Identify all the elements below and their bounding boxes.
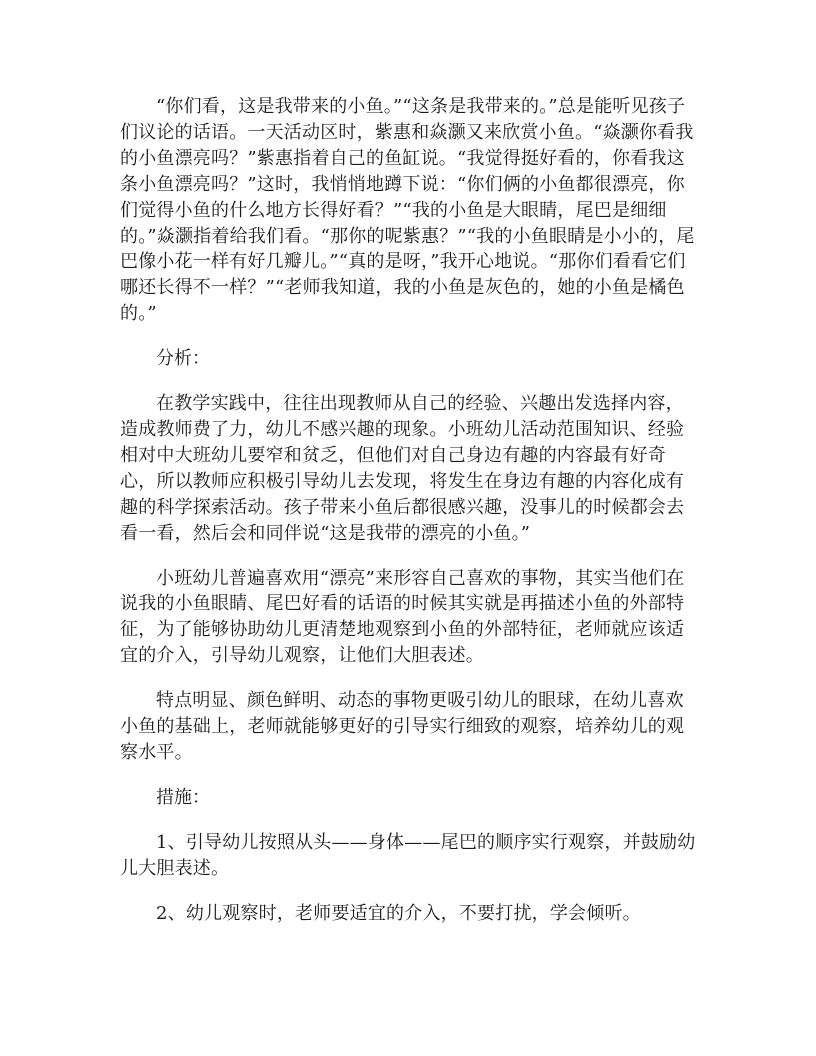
analysis-paragraph-3: 特点明显、颜色鲜明、动态的事物更吸引幼儿的眼球，在幼儿喜欢小鱼的基础上，老师就能够更好的引导实行细致的观察，培养幼儿的观察水平。	[120, 690, 685, 763]
document-page	[120, 94, 696, 926]
paragraph-gap	[120, 766, 696, 785]
paragraph-gap	[120, 327, 696, 346]
paragraph-gap	[120, 882, 696, 901]
analysis-heading: 分析：	[156, 348, 210, 370]
paragraph-gap	[120, 669, 696, 688]
measure-item-2: 2、幼儿观察时，老师要适宜的介入，不要打扰，学会倾听。	[156, 902, 641, 924]
paragraph-gap	[120, 811, 696, 830]
narrative-paragraph: “你们看，这是我带来的小鱼。”“这条是我带来的。”总是能听见孩子们议论的话语。一天活动区时，紫惠和焱灏又来欣赏小鱼。“焱灏你看我的小鱼漂亮吗？”紫惠指着自己的鱼缸说。“我觉得挺好看的，你看我这条小鱼漂亮吗？”这时，我悄悄地蹲下说：“你们俩的小鱼都很漂亮，你们觉得小鱼的什么地方长得好看？”“我的小鱼是大眼睛，尾巴是细细的。”焱灏指着给我们看。“那你的呢紫惠？”“我的小鱼眼睛是小小的，尾巴像小花一样有好几瓣儿。”“真的是呀，”我开心地说。“那你们看看它们哪还长得不一样？”“老师我知道，我的小鱼是灰色的，她的小鱼是橘色的。”	[120, 96, 695, 325]
analysis-paragraph-2: 小班幼儿普遍喜欢用“漂亮”来形容自己喜欢的事物，其实当他们在说我的小鱼眼睛、尾巴好看的话语的时候其实就是再描述小鱼的外部特征，为了能够协助幼儿更清楚地观察到小鱼的外部特征，老师就应该适宜的介入，引导幼儿观察，让他们大胆表述。	[120, 567, 685, 667]
paragraph-gap	[120, 547, 696, 566]
measures-heading: 措施：	[156, 786, 210, 808]
measure-item-1: 1、引导幼儿按照从头——身体——尾巴的顺序实行观察，并鼓励幼儿大胆表述。	[120, 831, 696, 879]
analysis-paragraph-1: 在教学实践中，往往出现教师从自己的经验、兴趣出发选择内容，造成教师费了力，幼儿不感兴趣的现象。小班幼儿活动范围知识、经验相对中大班幼儿要窄和贫乏，但他们对自己身边有趣的内容最有好奇心，所以教师应积极引导幼儿去发现，将发生在身边有趣的内容化成有趣的科学探索活动。孩子带来小鱼后都很感兴趣，没事儿的时候都会去看一看，然后会和同伴说“这是我带的漂亮的小鱼。”	[120, 393, 685, 544]
paragraph-gap	[120, 372, 696, 391]
